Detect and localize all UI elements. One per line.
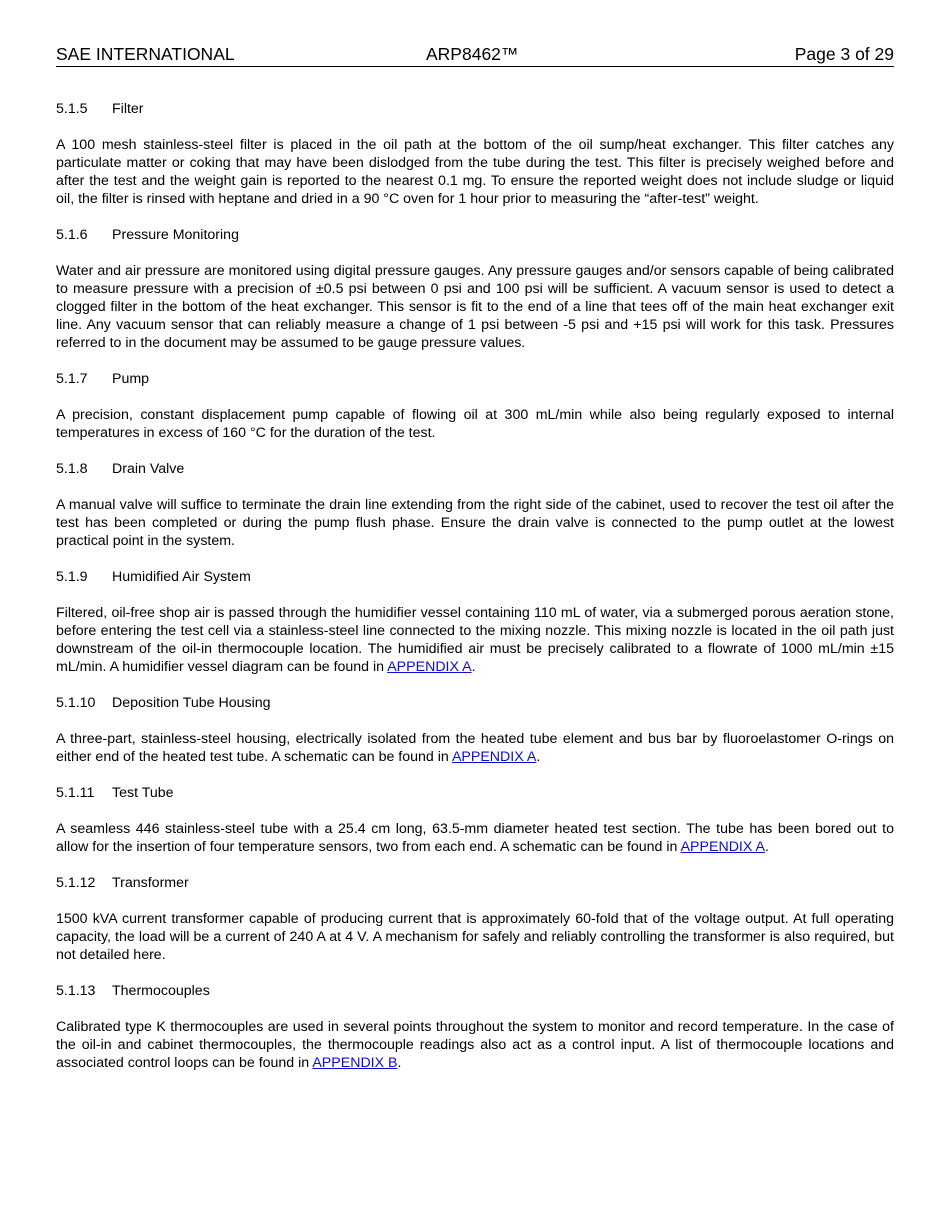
section-number: 5.1.9 <box>56 569 88 585</box>
section-paragraph-5-1-8 <box>56 496 894 550</box>
section-number: 5.1.11 <box>56 785 95 801</box>
section-number: 5.1.7 <box>56 371 88 387</box>
section-number: 5.1.10 <box>56 695 96 711</box>
section-number: 5.1.8 <box>56 461 88 477</box>
appendix-a-link[interactable]: APPENDIX A <box>387 659 472 675</box>
document-body <box>56 100 894 1090</box>
section-paragraph-5-1-5 <box>56 136 894 208</box>
header-doc-id: ARP8462™ <box>426 44 519 64</box>
section-heading-5-1-6 <box>56 226 894 244</box>
paragraph-text: A three-part, stainless-steel housing, electrically isolated from the heated tube element and bus bar by fluoroelastomer O-rings on either end of the heated test tube. A schematic can be found in <box>56 731 894 765</box>
section-heading-5-1-9 <box>56 568 894 586</box>
section-title: Test Tube <box>112 785 174 801</box>
paragraph-text: A precision, constant displacement pump capable of flowing oil at 300 mL/min while also being regularly exposed to internal temperatures in excess of 160 °C for the duration of the test. <box>56 407 894 441</box>
section-paragraph-5-1-7 <box>56 406 894 442</box>
appendix-a-link[interactable]: APPENDIX A <box>680 839 765 855</box>
section-title: Deposition Tube Housing <box>112 695 271 711</box>
section-heading-5-1-5 <box>56 100 894 118</box>
section-paragraph-5-1-6 <box>56 262 894 352</box>
header-page-number: Page 3 of 29 <box>794 44 894 64</box>
section-number: 5.1.5 <box>56 101 88 117</box>
section-heading-5-1-12 <box>56 874 894 892</box>
section-title: Filter <box>112 101 144 117</box>
paragraph-text: A manual valve will suffice to terminate the drain line extending from the right side of the cabinet, used to recover the test oil after the test has been completed or during the pump flush phase. Ensure the drain valve is connected to the pump outlet at the lowest practical point in the system. <box>56 497 894 549</box>
section-number: 5.1.6 <box>56 227 88 243</box>
section-title: Pump <box>112 371 150 387</box>
paragraph-tail: . <box>471 659 476 675</box>
appendix-a-link[interactable]: APPENDIX A <box>451 749 537 765</box>
section-title: Transformer <box>112 875 189 891</box>
section-heading-5-1-13 <box>56 982 894 1000</box>
page-header <box>56 44 894 67</box>
section-title: Drain Valve <box>112 461 185 477</box>
paragraph-text: A 100 mesh stainless-steel filter is placed in the oil path at the bottom of the oil sump/heat exchanger. This filter catches any particulate matter or coking that may have been dislodged from the tube during the test. This filter is precisely weighed before and after the test and the weight gain is reported to the nearest 0.1 mg. To ensure the reported weight does not include sludge or liquid oil, the filter is rinsed with heptane and dried in a 90 °C oven for 1 hour prior to measuring the “after-test” weight. <box>56 137 894 207</box>
section-heading-5-1-7 <box>56 370 894 388</box>
section-title: Humidified Air System <box>112 569 251 585</box>
section-title: Pressure Monitoring <box>112 227 239 243</box>
paragraph-text: Water and air pressure are monitored using digital pressure gauges. Any pressure gauges and/or sensors capable of being calibrated to measure pressure with a precision of ±0.5 psi between 0 psi and 100 psi will be sufficient. A vacuum sensor is used to detect a clogged filter in the bottom of the heat exchanger. This sensor is fit to the end of a line that tees off of the main heat exchanger exit line. Any vacuum sensor that can reliably measure a change of 1 psi between -5 psi and +15 psi will work for this task. Pressures referred to in the document may be assumed to be gauge pressure values. <box>56 263 894 351</box>
appendix-b-link[interactable]: APPENDIX B <box>312 1055 398 1071</box>
paragraph-tail: . <box>764 839 769 855</box>
paragraph-tail: . <box>397 1055 402 1071</box>
section-number: 5.1.12 <box>56 875 96 891</box>
section-paragraph-5-1-9 <box>56 604 894 676</box>
paragraph-text: A seamless 446 stainless-steel tube with a 25.4 cm long, 63.5-mm diameter heated test section. The tube has been bored out to allow for the insertion of four temperature sensors, two from each end. A schematic can be found in <box>56 821 894 855</box>
paragraph-text: Filtered, oil-free shop air is passed through the humidifier vessel containing 110 mL of water, via a submerged porous aeration stone, before entering the test cell via a stainless-steel line connected to the mixing nozzle. This mixing nozzle is located in the oil path just downstream of the oil-in thermocouple location. The humidified air must be precisely calibrated to a flowrate of 1000 mL/min ±15 mL/min. A humidifier vessel diagram can be found in <box>56 605 894 675</box>
section-paragraph-5-1-12 <box>56 910 894 964</box>
section-heading-5-1-10 <box>56 694 894 712</box>
section-heading-5-1-8 <box>56 460 894 478</box>
paragraph-text: Calibrated type K thermocouples are used in several points throughout the system to monitor and record temperature. In the case of the oil-in and cabinet thermocouples, the thermocouple readings also act as a control input. A list of thermocouple locations and associated control loops can be found in <box>56 1019 894 1071</box>
section-title: Thermocouples <box>112 983 210 999</box>
section-paragraph-5-1-13 <box>56 1018 894 1072</box>
section-number: 5.1.13 <box>56 983 96 999</box>
paragraph-tail: . <box>536 749 541 765</box>
section-paragraph-5-1-10 <box>56 730 894 766</box>
section-paragraph-5-1-11 <box>56 820 894 856</box>
header-org: SAE INTERNATIONAL <box>56 44 235 64</box>
section-heading-5-1-11 <box>56 784 894 802</box>
paragraph-text: 1500 kVA current transformer capable of producing current that is approximately 60-fold that of the voltage output. At full operating capacity, the load will be a current of 240 A at 4 V. A mechanism for safely and reliably controlling the transformer is also required, but not detailed here. <box>56 911 894 963</box>
